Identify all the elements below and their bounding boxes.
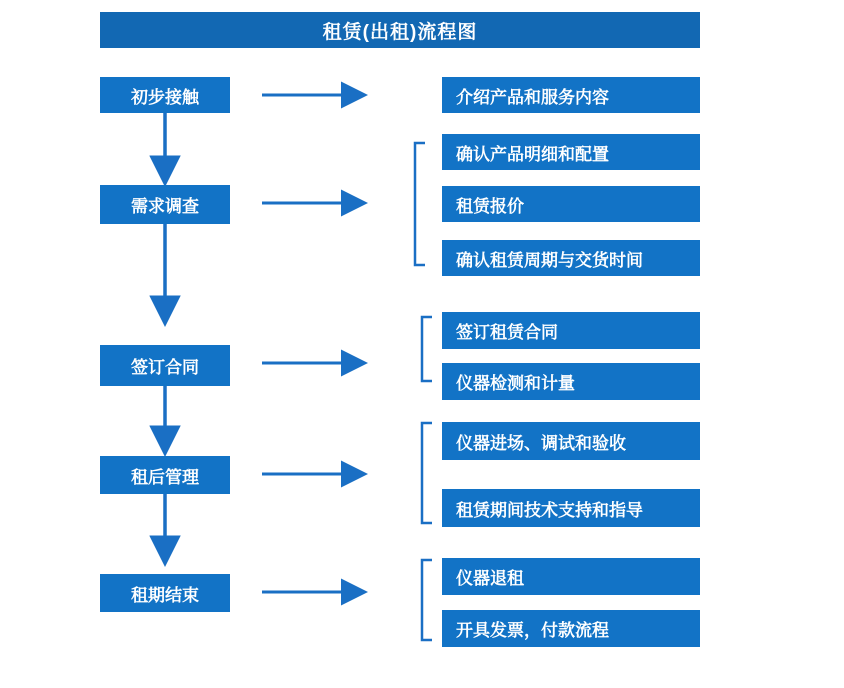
- detail-box[interactable]: [442, 312, 700, 349]
- detail-box[interactable]: [442, 77, 700, 113]
- stage-box-2[interactable]: [100, 185, 230, 224]
- stage-box-5[interactable]: [100, 574, 230, 612]
- stage-box-4[interactable]: [100, 456, 230, 494]
- detail-label: 仪器进场、调试和验收: [456, 433, 626, 453]
- detail-label: 租赁期间技术支持和指导: [456, 500, 643, 520]
- stage-label: 租期结束: [131, 585, 199, 605]
- detail-box[interactable]: [442, 363, 700, 400]
- stage-label: 需求调查: [131, 197, 199, 216]
- stage-label: 初步接触: [131, 87, 199, 107]
- detail-label: 确认租赁周期与交货时间: [456, 250, 643, 270]
- detail-label: 开具发票，付款流程: [456, 621, 609, 640]
- detail-box[interactable]: [442, 240, 700, 276]
- detail-label: 租赁报价: [456, 196, 524, 216]
- detail-box[interactable]: [442, 558, 700, 595]
- stage-box-3[interactable]: [100, 345, 230, 386]
- stage-label: 租后管理: [131, 467, 199, 487]
- detail-label: 确认产品明细和配置: [456, 144, 609, 164]
- detail-box[interactable]: [442, 610, 700, 647]
- detail-label: 签订租赁合同: [456, 323, 558, 342]
- detail-box[interactable]: [442, 134, 700, 170]
- detail-label: 仪器检测和计量: [456, 374, 575, 393]
- detail-box[interactable]: [442, 186, 700, 222]
- page-title: 租赁(出租)流程图: [100, 12, 700, 48]
- stage-label: 签订合同: [131, 358, 199, 377]
- detail-label: 介绍产品和服务内容: [456, 87, 609, 107]
- detail-box[interactable]: [442, 422, 700, 460]
- detail-box[interactable]: [442, 489, 700, 527]
- stage-box-1[interactable]: [100, 77, 230, 113]
- detail-label: 仪器退租: [456, 569, 524, 588]
